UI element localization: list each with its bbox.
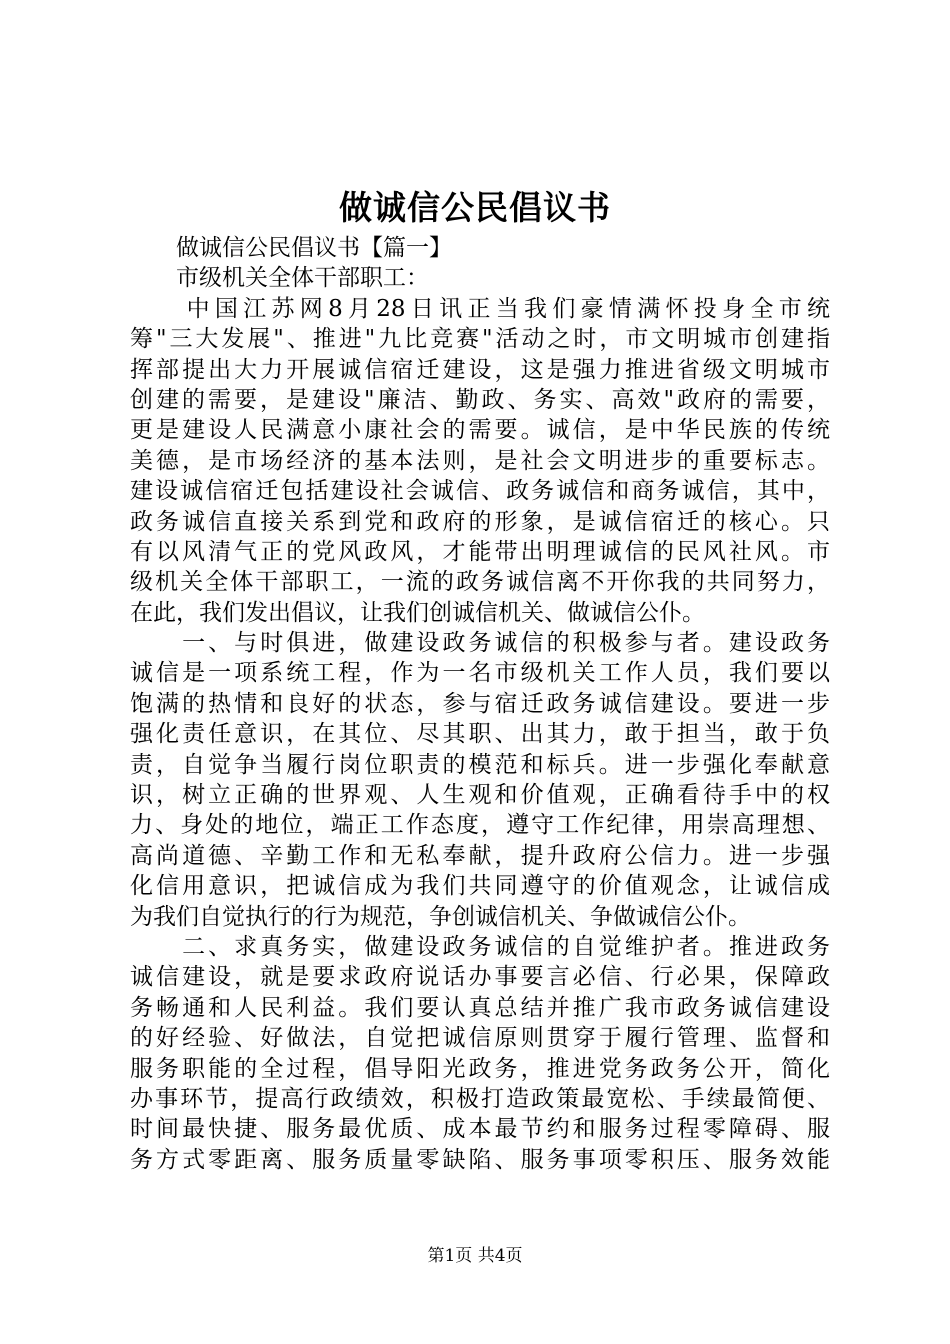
body-line: 办事环节，提高行政绩效，积极打造政策最宽松、手续最简便、 — [130, 1085, 830, 1112]
body-line: 化信用意识，把诚信成为我们共同遵守的价值观念，让诚信成 — [130, 873, 830, 900]
body-line: 政务诚信直接关系到党和政府的形象，是诚信宿迁的核心。只 — [130, 508, 830, 535]
body-line: 高尚道德、辛勤工作和无私奉献，提升政府公信力。进一步强 — [130, 842, 830, 869]
body-line: 的好经验、好做法，自觉把诚信原则贯穿于履行管理、监督和 — [130, 1025, 830, 1052]
body-line: 建设诚信宿迁包括建设社会诚信、政务诚信和商务诚信，其中， — [130, 478, 830, 505]
document-body — [130, 233, 830, 1175]
body-line: 诚信建设，就是要求政府说话办事要言必信、行必果，保障政 — [130, 964, 830, 991]
body-line: 一、与时俱进，做建设政务诚信的积极参与者。建设政务 — [130, 630, 830, 657]
body-line: 做诚信公民倡议书【篇一】 — [130, 235, 452, 261]
page-footer: 第1页 共4页 — [427, 1246, 523, 1266]
body-line: 诚信是一项系统工程，作为一名市级机关工作人员，我们要以 — [130, 660, 830, 687]
body-line: 饱满的热情和良好的状态，参与宿迁政务诚信建设。要进一步 — [130, 690, 830, 717]
body-line: 挥部提出大力开展诚信宿迁建设，这是强力推进省级文明城市 — [130, 356, 830, 383]
body-line: 责，自觉争当履行岗位职责的模范和标兵。进一步强化奉献意 — [130, 751, 830, 778]
body-line: 二、求真务实，做建设政务诚信的自觉维护者。推进政务 — [130, 933, 830, 960]
body-line: 务方式零距离、服务质量零缺陷、服务事项零积压、服务效能 — [130, 1146, 830, 1173]
document-title: 做诚信公民倡议书 — [339, 188, 611, 227]
body-line: 中国江苏网8月28日讯正当我们豪情满怀投身全市统 — [130, 295, 830, 322]
body-line: 创建的需要，是建设"廉洁、勤政、务实、高效"政府的需要， — [130, 386, 830, 413]
body-line: 服务职能的全过程，倡导阳光政务，推进党务政务公开，简化 — [130, 1055, 830, 1082]
body-line: 有以风清气正的党风政风，才能带出明理诚信的民风社风。市 — [130, 538, 830, 565]
body-line: 识，树立正确的世界观、人生观和价值观，正确看待手中的权 — [130, 782, 830, 809]
body-line: 为我们自觉执行的行为规范，争创诚信机关、争做诚信公仆。 — [130, 903, 751, 930]
body-line: 在此，我们发出倡议，让我们创诚信机关、做诚信公仆。 — [130, 599, 705, 626]
body-line: 力、身处的地位，端正工作态度，遵守工作纪律，用崇高理想、 — [130, 812, 830, 839]
body-line: 务畅通和人民利益。我们要认真总结并推广我市政务诚信建设 — [130, 994, 830, 1021]
body-line: 筹"三大发展"、推进"九比竞赛"活动之时，市文明城市创建指 — [130, 326, 830, 353]
body-line: 市级机关全体干部职工： — [130, 265, 429, 292]
body-line: 美德，是市场经济的基本法则，是社会文明进步的重要标志。 — [130, 447, 830, 474]
body-line: 级机关全体干部职工，一流的政务诚信离不开你我的共同努力， — [130, 569, 830, 596]
body-line: 强化责任意识，在其位、尽其职、出其力，敢于担当，敢于负 — [130, 721, 830, 748]
body-line: 时间最快捷、服务最优质、成本最节约和服务过程零障碍、服 — [130, 1116, 830, 1143]
body-line: 更是建设人民满意小康社会的需要。诚信，是中华民族的传统 — [130, 417, 830, 444]
